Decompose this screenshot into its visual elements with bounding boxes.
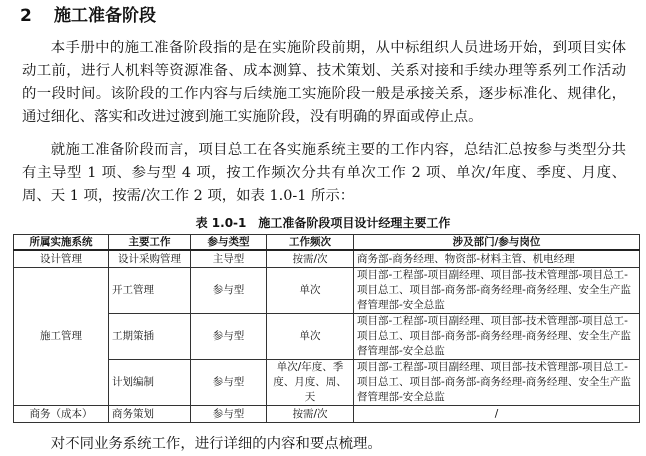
table-header-row xyxy=(14,235,640,251)
cell-frequency: 单次 xyxy=(267,314,354,360)
table-row xyxy=(14,250,640,268)
cell-frequency: 单次/年度、季度、月度、周、天 xyxy=(267,360,354,406)
cell-depts: 项目部-工程部-项目副经理、项目部-技术管理部-项目总工-项目总工、项目部-商务部-商务经理-商务经理、安全生产监督管理部-安全总监 xyxy=(354,314,640,360)
cell-type: 主导型 xyxy=(191,250,267,268)
cell-frequency: 按需/次 xyxy=(267,406,354,423)
header-frequency: 工作频次 xyxy=(267,235,354,251)
cell-depts: / xyxy=(354,406,640,423)
table-row xyxy=(14,268,640,314)
cell-type: 参与型 xyxy=(191,406,267,423)
cell-work: 计划编制 xyxy=(109,360,191,406)
cell-frequency: 单次 xyxy=(267,268,354,314)
cell-type: 参与型 xyxy=(191,314,267,360)
cell-system: 施工管理 xyxy=(14,268,109,406)
cell-type: 参与型 xyxy=(191,360,267,406)
table-row xyxy=(14,406,640,423)
section-number: 2 xyxy=(20,6,32,26)
cell-system: 设计管理 xyxy=(14,250,109,268)
intro-paragraph: 本手册中的施工准备阶段指的是在实施阶段前期，从中标组织人员进场开始，到项目实体动工前，进行人机料等资源准备、成本测算、技术策划、关系对接和手续办理等系列工作活动的一段时间。该阶段的工作内容与后续施工实施阶段一般是承接关系，逐步标准化、规律化，通过细化、落实和改进过渡到施工实施阶段，没有明确的界面或停止点。 xyxy=(22,40,626,125)
section-title: 施工准备阶段 xyxy=(54,6,156,26)
cell-depts: 项目部-工程部-项目副经理、项目部-技术管理部-项目总工-项目总工、项目部-商务部-商务经理-商务经理、安全生产监督管理部-安全总监 xyxy=(354,268,640,314)
table-caption: 表 1.0-1 施工准备阶段项目设计经理主要工作 xyxy=(195,216,451,230)
cell-type: 参与型 xyxy=(191,268,267,314)
section-heading xyxy=(20,5,156,27)
cell-work: 工期策插 xyxy=(109,314,191,360)
header-system: 所属实施系统 xyxy=(14,235,109,251)
header-type: 参与类型 xyxy=(191,235,267,251)
header-depts: 涉及部门/参与岗位 xyxy=(354,235,640,251)
closing-paragraph: 对不同业务系统工作，进行详细的内容和要点梳理。 xyxy=(50,436,382,452)
header-work: 主要工作 xyxy=(109,235,191,251)
summary-paragraph: 就施工准备阶段而言，项目总工在各实施系统主要的工作内容，总结汇总按参与类型分共有主导型 1 项、参与型 4 项，按工作频次分共有单次工作 2 项、单次/年度、季度、月度、周、天 1 项，按需/次工作 2 项，如表 1.0-1 所示： xyxy=(22,142,626,204)
cell-frequency: 按需/次 xyxy=(267,250,354,268)
cell-work: 开工管理 xyxy=(109,268,191,314)
cell-system: 商务（成本） xyxy=(14,406,109,423)
cell-depts: 项目部-工程部-项目副经理、项目部-技术管理部-项目总工-项目总工、项目部-商务部-商务经理-商务经理、安全生产监督管理部-安全总监 xyxy=(354,360,640,406)
cell-work: 设计采购管理 xyxy=(109,250,191,268)
work-table xyxy=(13,234,640,423)
cell-work: 商务策划 xyxy=(109,406,191,423)
cell-depts: 商务部-商务经理、物资部-材料主管、机电经理 xyxy=(354,250,640,268)
